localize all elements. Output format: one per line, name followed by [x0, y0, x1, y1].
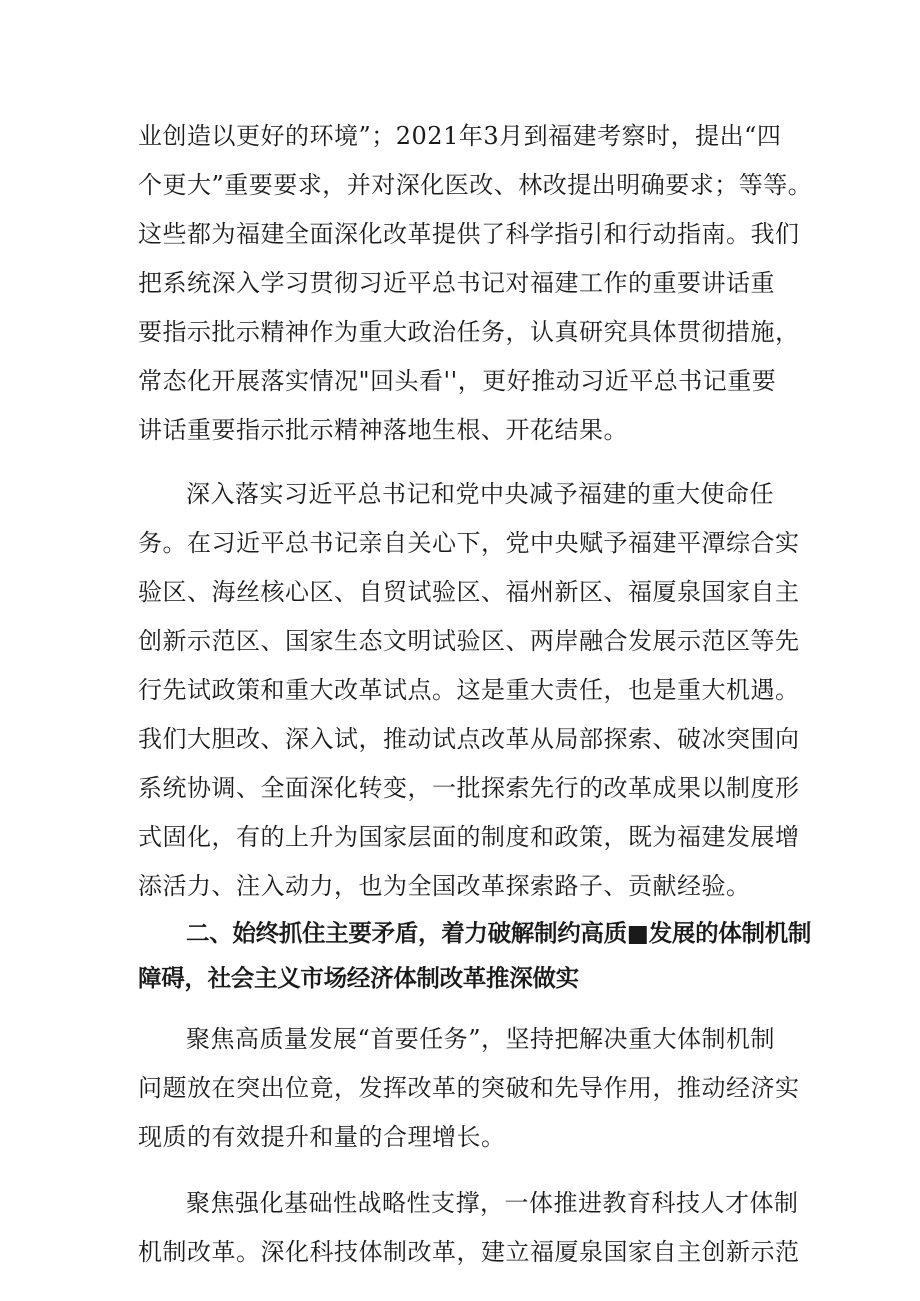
text-line: 讲话重要指示批示精神落地生根、开花结果。 — [138, 416, 628, 444]
paragraph-3 — [138, 1015, 798, 1162]
text-line: 常态化开展落实情况"回头看''，更好推动习近平总书记重要 — [138, 367, 777, 395]
heading-line: 障碍，社会主义市场经济体制改革推深做实 — [138, 964, 579, 992]
text-line: 聚焦强化基础性战略性支撑，一体推进教育科技人才体制 — [186, 1189, 799, 1217]
text-line: 式固化，有的上升为国家层面的制度和政策，既为福建发展增 — [138, 823, 800, 851]
text-line: 这些都为福建全面深化改革提供了科学指引和行动指南。我们 — [138, 220, 800, 248]
text-line: 深入落实习近平总书记和党中央减予福建的重大使命任 — [186, 480, 774, 508]
text-line: 我们大胆改、深入试，推动试点改革从局部探索、破冰突围向 — [138, 725, 800, 753]
text-line: 务。在习近平总书记亲自关心下，党中央赋予福建平潭综合实 — [138, 529, 800, 557]
text-line: 现质的有效提升和量的合理增长。 — [138, 1123, 506, 1151]
section-heading — [138, 911, 812, 1001]
text-line: 问题放在突出位竟，发挥改革的突破和先导作用，推动经济实 — [138, 1074, 800, 1102]
paragraph-1 — [138, 112, 813, 455]
text-line: 创新示范区、国家生态文明试验区、两岸融合发展示范区等先 — [138, 627, 800, 655]
text-line: 聚焦高质量发展“首要任务”，坚持把解决重大体制机制 — [186, 1025, 776, 1053]
paragraph-4 — [138, 1179, 798, 1277]
text-line: 添活力、注入动力，也为全国改革探索路子、贡献经验。 — [138, 872, 751, 900]
text-line: 把系统深入学习贯彻习近平总书记对福建工作的重要讲话重 — [138, 269, 775, 297]
text-line: 个更大”重要要求，并对深化医改、林改提出明确要求；等等。 — [138, 171, 813, 199]
document-page — [138, 112, 813, 1277]
text-line: 业创造以更好的环境”；2021年3月到福建考察时，提出“四 — [138, 122, 782, 150]
text-line: 系统协调、全面深化转变，一批探索先行的改革成果以制度形 — [138, 774, 800, 802]
text-line: 机制改革。深化科技体制改革，建立福厦泉国家自主创新示范 — [138, 1238, 800, 1266]
text-line: 验区、海丝核心区、自贸试验区、福州新区、福厦泉国家自主 — [138, 578, 800, 606]
text-line: 行先试政策和重大改革试点。这是重大责任，也是重大机遇。 — [138, 676, 800, 704]
text-line: 要指示批示精神作为重大政治任务，认真研究具体贯彻措施， — [138, 318, 800, 346]
heading-line: 二、始终抓住主要矛盾，着力破解制约高质■发展的体制机制 — [186, 919, 812, 947]
paragraph-2 — [138, 470, 798, 911]
